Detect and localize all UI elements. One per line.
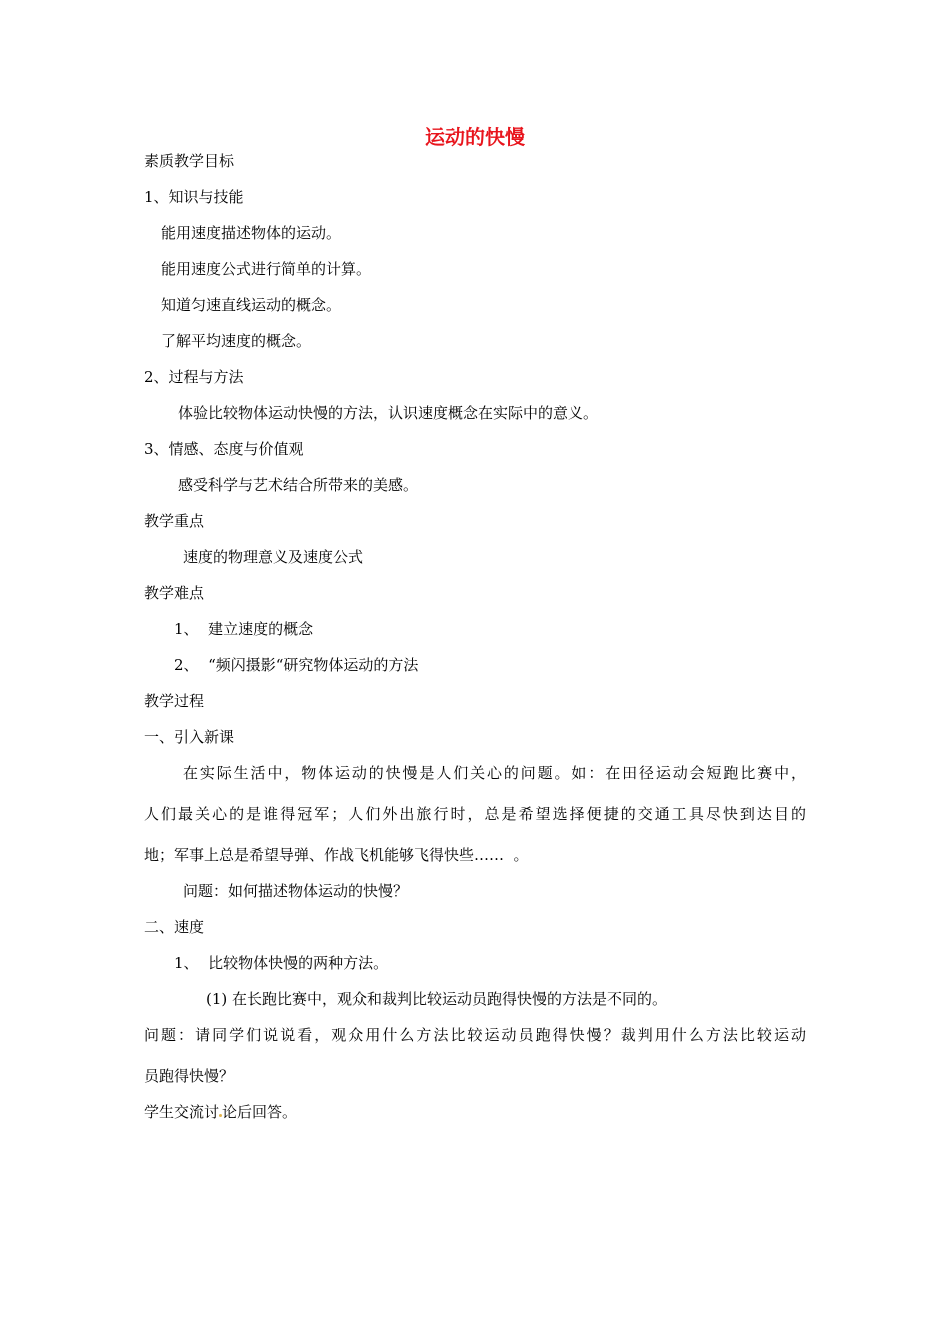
- part-2-heading: 二、速度: [144, 918, 205, 936]
- section-1-item: 能用速度公式进行简单的计算。: [161, 260, 372, 278]
- section-1-item: 了解平均速度的概念。: [161, 332, 312, 350]
- section-2-heading: 2、过程与方法: [144, 368, 244, 386]
- part-1-paragraph-line: 地；军事上总是希望导弹、作战飞机能够飞得快些…… 。: [144, 846, 529, 864]
- part-1-paragraph-line: 人们最关心的是谁得冠军；人们外出旅行时，总是希望选择便捷的交通工具尽快到达目的: [144, 805, 806, 823]
- key-point-text: 速度的物理意义及速度公式: [183, 548, 364, 566]
- difficult-point-heading: 教学难点: [144, 584, 205, 602]
- difficult-point-item: 2、 “频闪摄影“研究物体运动的方法: [174, 656, 419, 674]
- part-2-question-line: 员跑得快慢？: [144, 1067, 235, 1085]
- key-point-heading: 教学重点: [144, 512, 205, 530]
- process-heading: 教学过程: [144, 692, 205, 710]
- document-title: 运动的快慢: [425, 125, 525, 149]
- part-1-paragraph-line: 在实际生活中，物体运动的快慢是人们关心的问题。如：在田径运动会短跑比赛中，: [183, 764, 806, 782]
- part-1-heading: 一、引入新课: [144, 728, 235, 746]
- part-2-answer: [144, 1102, 297, 1122]
- part-2-subitem: (1) 在长跑比赛中，观众和裁判比较运动员跑得快慢的方法是不同的。: [206, 990, 668, 1008]
- section-2-text: 体验比较物体运动快慢的方法，认识速度概念在实际中的意义。: [178, 404, 599, 422]
- section-1-item: 知道匀速直线运动的概念。: [161, 296, 342, 314]
- part-2-question-line: 问题：请同学们说说看，观众用什么方法比较运动员跑得快慢？裁判用什么方法比较运动: [144, 1026, 806, 1044]
- section-3-text: 感受科学与艺术结合所带来的美感。: [178, 476, 419, 494]
- goals-heading: 素质教学目标: [144, 152, 235, 170]
- part-2-answer-start: 学生交流讨: [144, 1103, 220, 1121]
- section-3-heading: 3、情感、态度与价值观: [144, 440, 304, 458]
- part-1-question: 问题：如何描述物体运动的快慢？: [183, 882, 409, 900]
- section-1-heading: 1、知识与技能: [144, 188, 244, 206]
- part-2-answer-end: 论后回答。: [222, 1103, 298, 1121]
- part-2-item: 1、 比较物体快慢的两种方法。: [174, 954, 389, 972]
- section-1-item: 能用速度描述物体的运动。: [161, 224, 342, 242]
- difficult-point-item: 1、 建立速度的概念: [174, 620, 314, 638]
